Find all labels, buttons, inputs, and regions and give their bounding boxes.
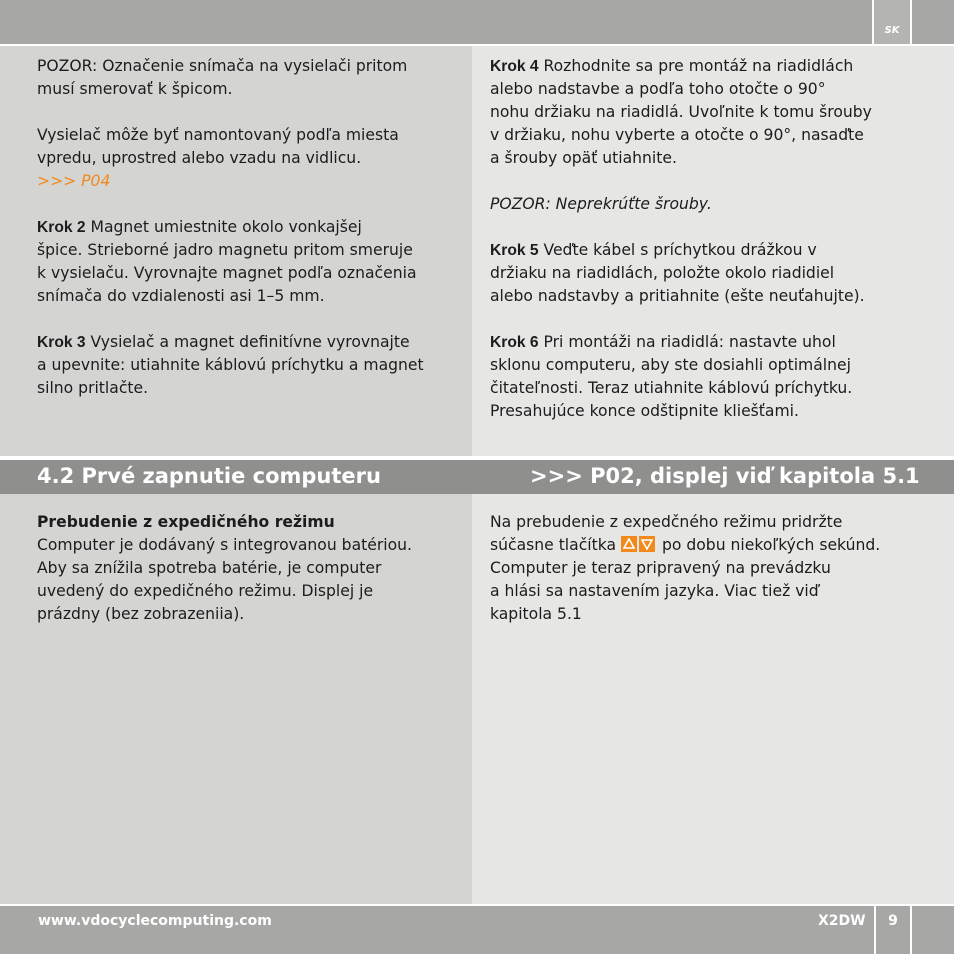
step-4-text: a šrouby opäť utiahnite. [490,149,677,167]
arrow-down-icon [639,536,655,552]
step-2-text: Magnet umiestnite okolo vonkajšej [85,218,362,236]
vysielac-line: Vysielač môže byť namontovaný podľa miesta [37,126,399,144]
upper-left-text [37,55,424,400]
page-number: 9 [888,913,898,929]
step-4-text: v držiaku, nohu vyberte a otočte o 90°, nasaďte [490,126,864,144]
section-title: 4.2 Prvé zapnutie computeru [37,464,381,488]
footer-divider [0,904,954,906]
step-4-text: nohu držiaku na riadidlá. Uvoľnite k tomu šrouby [490,103,872,121]
body-line: Computer je teraz pripravený na prevádzku [490,559,831,577]
lower-left-text [37,511,412,626]
step-6-text: čitateľnosti. Teraz utiahnite káblovú príchytku. [490,379,853,397]
step-6-label: Krok 6 [490,334,539,351]
section-reference: >>> P02, displej viď kapitola 5.1 [530,464,920,488]
body-line: Computer je dodávaný s integrovanou batériou. [37,536,412,554]
body-line: po dobu niekoľkých sekúnd. [657,536,881,554]
step-4-label: Krok 4 [490,58,539,75]
step-5-text: Veďte kábel s príchytkou drážkou v [538,241,817,259]
header-bar [0,0,954,44]
body-line: kapitola 5.1 [490,605,582,623]
subsection-heading: Prebudenie z expedičného režimu [37,513,335,531]
arrow-up-icon [621,536,637,552]
body-line: a hlási sa nastavením jazyka. Viac tiež viď [490,582,819,600]
language-box [872,0,912,44]
step-3-text: a upevnite: utiahnite káblovú príchytku a magnet [37,356,424,374]
vysielac-line: vpredu, uprostred alebo vzadu na vidlicu. [37,149,362,167]
step-4-text: Rozhodnite sa pre montáž na riadidlách [538,57,854,75]
body-line: uvedený do expedičného režimu. Displej je [37,582,374,600]
lower-right-text [490,511,880,626]
step-3-label: Krok 3 [37,334,86,351]
step-2-label: Krok 2 [37,219,86,236]
language-tag: SK [884,25,900,36]
step-2-text: snímača do vzdialenosti asi 1–5 mm. [37,287,325,305]
step-2-text: k vysielaču. Vyrovnajte magnet podľa označenia [37,264,417,282]
step-5-text: alebo nadstavby a pritiahnite (ešte neuťahujte). [490,287,865,305]
upper-right-text [490,55,872,423]
page-number-box [874,904,912,954]
website-link[interactable]: www.vdocyclecomputing.com [38,913,272,929]
model-name: X2DW [818,913,866,929]
body-line: Na prebudenie z expedčného režimu pridržte [490,513,843,531]
step-5-label: Krok 5 [490,242,539,259]
pozor-line: POZOR: Označenie snímača na vysielači pritom [37,57,408,75]
body-line: Aby sa znížila spotreba batérie, je computer [37,559,382,577]
page-reference-link[interactable]: >>> P04 [37,172,111,190]
step-6-text: Presahujúce konce odštipnite kliešťami. [490,402,799,420]
step-6-text: sklonu computeru, aby ste dosiahli optimálnej [490,356,851,374]
step-4-text: alebo nadstavbe a podľa toho otočte o 90° [490,80,826,98]
pozor-note: POZOR: Neprekrúťte šrouby. [490,195,712,213]
step-3-text: silno pritlačte. [37,379,149,397]
section-header [0,459,954,494]
step-6-text: Pri montáži na riadidlá: nastavte uhol [538,333,836,351]
step-2-text: špice. Strieborné jadro magnetu pritom smeruje [37,241,413,259]
body-line: súčasne tlačítka [490,536,621,554]
body-line: prázdny (bez zobrazeniia). [37,605,245,623]
step-3-text: Vysielač a magnet definitívne vyrovnajte [85,333,410,351]
footer-bar [0,904,954,954]
pozor-line: musí smerovať k špicom. [37,80,233,98]
step-5-text: držiaku na riadidlách, položte okolo riadidiel [490,264,835,282]
